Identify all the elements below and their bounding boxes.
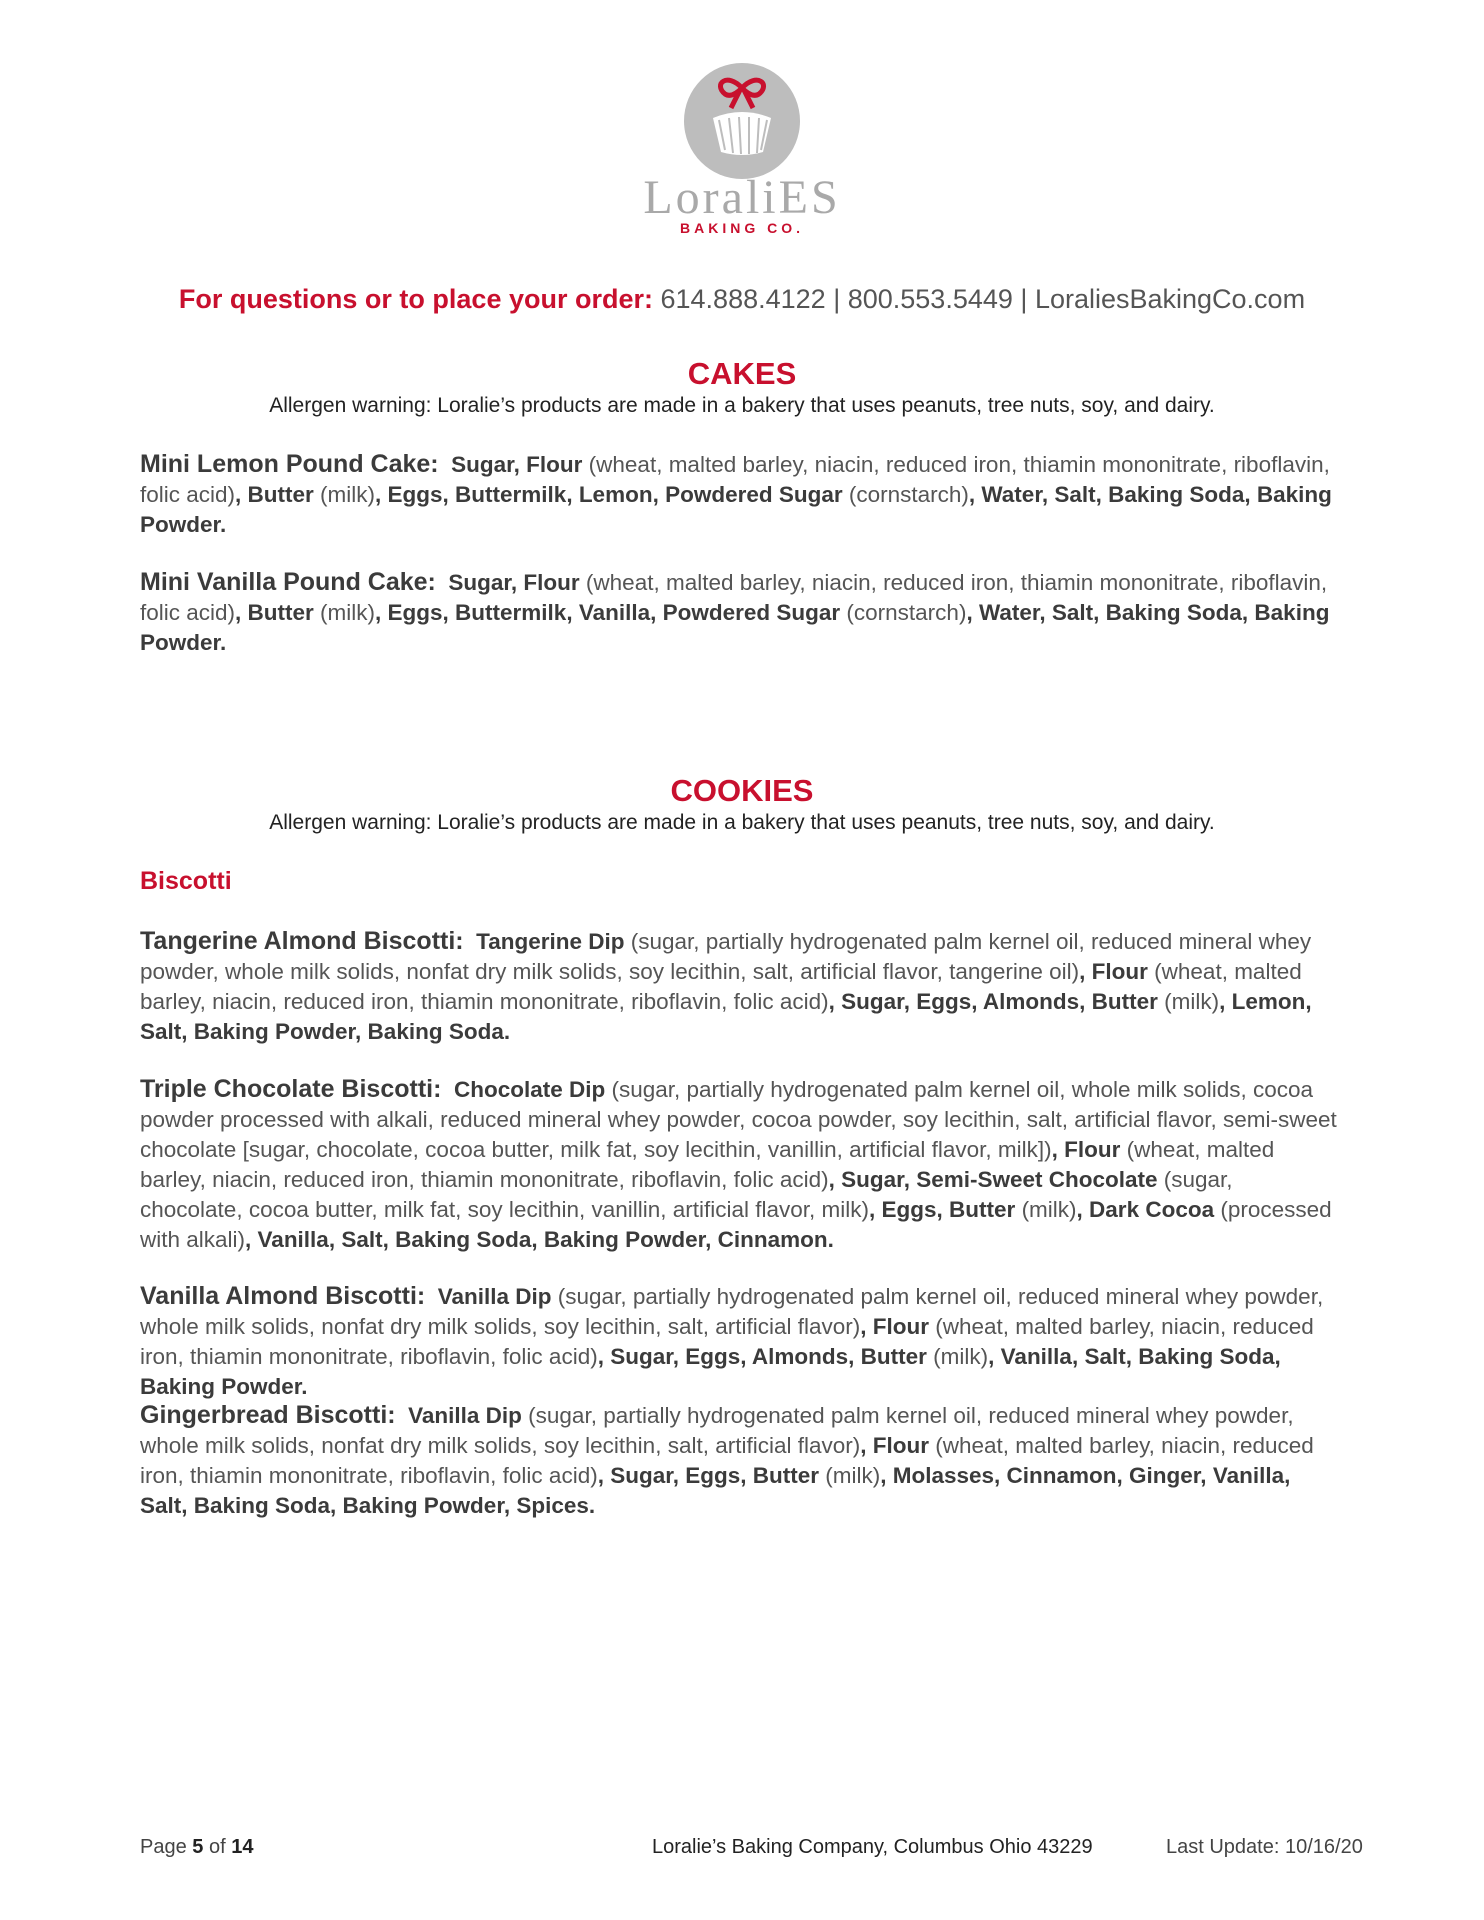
ingredient-entry-mini-vanilla-pound-cake: Mini Vanilla Pound Cake: Sugar, Flour (wheat, malted barley, niacin, reduced iron, thiamin mononitrate, riboflavin, folic acid), Butter (milk), Eggs, Buttermilk, Vanilla, Powdered Sugar (cornstarch), Water, Salt, Baking Soda, Baking Powder. xyxy=(140,568,1330,655)
product-name: Tangerine Almond Biscotti: xyxy=(140,927,464,955)
footer-last-update: Last Update: 10/16/20 xyxy=(1166,1836,1363,1858)
ingredient-entry-triple-chocolate-biscotti: Triple Chocolate Biscotti: Chocolate Dip (sugar, partially hydrogenated palm kernel oil, whole milk solids, cocoa powder processed with alkali, reduced mineral whey powder, cocoa powder, soy lecithin, salt, artificial flavor, semi-sweet chocolate [sugar, chocolate, cocoa butter, milk fat, soy lecithin, vanillin, artificial flavor, milk]), Flour (wheat, malted barley, niacin, reduced iron, thiamin mononitrate, riboflavin, folic acid), Sugar, Semi-Sweet Chocolate (sugar, chocolate, cocoa butter, milk fat, soy lecithin, vanillin, artificial flavor, milk), Eggs, Butter (milk), Dark Cocoa (processed with alkali), Vanilla, Salt, Baking Soda, Baking Powder, Cinnamon. xyxy=(140,1075,1337,1252)
website-link[interactable]: LoraliesBakingCo.com xyxy=(1034,284,1306,314)
phone-local[interactable]: 614.888.4122 xyxy=(660,284,826,314)
ingredient-entry-vanilla-almond-biscotti: Vanilla Almond Biscotti: Vanilla Dip (sugar, partially hydrogenated palm kernel oil, reduced mineral whey powder, whole milk solids, nonfat dry milk solids, soy lecithin, salt, artificial flavor), Flour (wheat, malted barley, niacin, reduced iron, thiamin mononitrate, riboflavin, folic acid), Sugar, Eggs, Almonds, Butter (milk), Vanilla, Salt, Baking Soda, Baking Powder. xyxy=(140,1282,1324,1399)
ingredient-entry-tangerine-almond-biscotti: Tangerine Almond Biscotti: Tangerine Dip (sugar, partially hydrogenated palm kernel oil, reduced mineral whey powder, whole milk solids, nonfat dry milk solids, soy lecithin, salt, artificial flavor, tangerine oil), Flour (wheat, malted barley, niacin, reduced iron, thiamin mononitrate, riboflavin, folic acid), Sugar, Eggs, Almonds, Butter (milk), Lemon, Salt, Baking Powder, Baking Soda. xyxy=(140,927,1312,1044)
section-title-cookies: COOKIES xyxy=(670,773,814,808)
product-name: Vanilla Almond Biscotti: xyxy=(140,1282,426,1310)
section-title-cakes: CAKES xyxy=(687,356,797,391)
contact-label: For questions or to place your order: xyxy=(178,284,653,314)
product-name: Triple Chocolate Biscotti: xyxy=(140,1075,442,1103)
phone-tollfree[interactable]: 800.553.5449 xyxy=(847,284,1013,314)
allergen-warning: Allergen warning: Loralie’s products are made in a bakery that uses peanuts, tree nuts, soy, and dairy. xyxy=(269,394,1215,417)
subsection-title-biscotti: Biscotti xyxy=(140,867,232,895)
product-name: Mini Lemon Pound Cake: xyxy=(140,450,439,478)
ingredient-entry-mini-lemon-pound-cake: Mini Lemon Pound Cake: Sugar, Flour (wheat, malted barley, niacin, reduced iron, thiamin mononitrate, riboflavin, folic acid), Butter (milk), Eggs, Buttermilk, Lemon, Powdered Sugar (cornstarch), Water, Salt, Baking Soda, Baking Powder. xyxy=(140,450,1332,537)
separator: | xyxy=(833,284,841,314)
separator: | xyxy=(1020,284,1028,314)
contact-line xyxy=(0,284,1484,315)
logo xyxy=(0,62,1484,185)
page-number: Page 5 of 14 xyxy=(140,1836,254,1858)
brand-name: LoraliES xyxy=(643,171,841,224)
ingredient-entry-gingerbread-biscotti: Gingerbread Biscotti: Vanilla Dip (sugar, partially hydrogenated palm kernel oil, reduced mineral whey powder, whole milk solids, nonfat dry milk solids, soy lecithin, salt, artificial flavor), Flour (wheat, malted barley, niacin, reduced iron, thiamin mononitrate, riboflavin, folic acid), Sugar, Eggs, Butter (milk), Molasses, Cinnamon, Ginger, Vanilla, Salt, Baking Soda, Baking Powder, Spices. xyxy=(140,1401,1314,1518)
footer-company: Loralie’s Baking Company, Columbus Ohio 43229 xyxy=(652,1836,1093,1858)
product-name: Gingerbread Biscotti: xyxy=(140,1401,396,1429)
cupcake-bow-icon xyxy=(683,62,801,180)
brand-sub: BAKING CO. xyxy=(680,220,804,236)
product-name: Mini Vanilla Pound Cake: xyxy=(140,568,436,596)
allergen-warning: Allergen warning: Loralie’s products are made in a bakery that uses peanuts, tree nuts, soy, and dairy. xyxy=(269,811,1215,834)
